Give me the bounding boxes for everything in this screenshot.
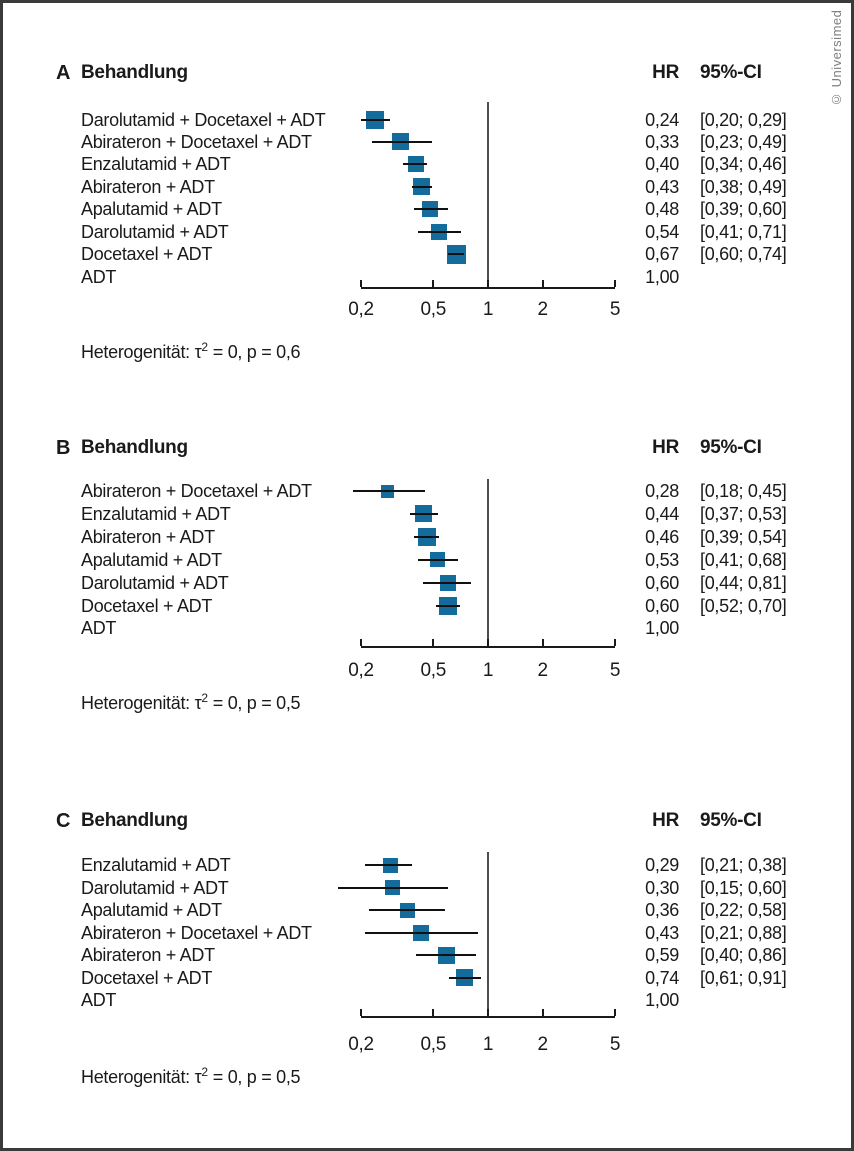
hr-value: 0,43 (645, 922, 679, 943)
x-axis-tick (487, 1009, 489, 1016)
hr-value: 0,29 (645, 855, 679, 875)
treatment-label: Abirateron + ADT (81, 176, 215, 197)
x-axis-tick-label: 5 (609, 299, 621, 320)
x-axis-tick-label: 0,5 (420, 1034, 447, 1055)
confidence-interval-line (365, 864, 412, 866)
treatment-label: Apalutamid + ADT (81, 549, 222, 570)
ci-value: [0,20; 0,29] (700, 109, 787, 130)
ci-value: [0,22; 0,58] (700, 900, 787, 920)
ci-value: [0,39; 0,60] (700, 199, 787, 220)
hr-value: 0,33 (645, 131, 679, 152)
x-axis-tick (614, 1009, 616, 1016)
column-header-treatment: Behandlung (81, 810, 188, 831)
treatment-label: Darolutamid + ADT (81, 877, 229, 898)
ci-value: [0,52; 0,70] (700, 595, 787, 616)
ci-value: [0,37; 0,53] (700, 503, 787, 524)
hr-value: 0,44 (645, 503, 679, 524)
copyright-vertical-text: © Universimed (829, 9, 844, 107)
confidence-interval-line (449, 977, 481, 979)
heterogeneity-note (81, 686, 301, 713)
ci-value: [0,41; 0,68] (700, 549, 787, 570)
treatment-label: Docetaxel + ADT (81, 244, 213, 265)
x-axis-tick (487, 639, 489, 646)
ci-value: [0,61; 0,91] (700, 967, 787, 988)
x-axis-line (361, 646, 615, 648)
x-axis-tick (432, 1009, 434, 1016)
column-header-ci: 95%-CI (700, 62, 762, 83)
x-axis-tick-label: 5 (609, 1034, 621, 1055)
x-axis-tick-label: 1 (482, 1034, 494, 1055)
x-axis-tick-label: 5 (609, 660, 621, 681)
reference-line-hr1 (487, 102, 489, 289)
confidence-interval-line (410, 513, 438, 515)
confidence-interval-line (416, 954, 476, 956)
x-axis-tick-label: 0,2 (348, 1034, 374, 1055)
confidence-interval-line (372, 141, 432, 143)
hr-value: 1,00 (645, 266, 679, 287)
ci-value: [0,39; 0,54] (700, 526, 787, 547)
treatment-label: Enzalutamid + ADT (81, 503, 231, 524)
ci-value: [0,44; 0,81] (700, 572, 787, 593)
confidence-interval-line (353, 490, 425, 492)
confidence-interval-line (361, 119, 390, 121)
treatment-label: Abirateron + Docetaxel + ADT (81, 131, 312, 152)
treatment-label: Abirateron + ADT (81, 526, 215, 547)
x-axis-line (361, 287, 615, 289)
x-axis-line (361, 1016, 615, 1018)
heterogeneity-suffix: = 0, p = 0,6 (208, 342, 301, 362)
reference-line-hr1 (487, 852, 489, 1018)
treatment-label: Abirateron + Docetaxel + ADT (81, 922, 312, 943)
x-axis-tick (360, 280, 362, 287)
confidence-interval-line (418, 559, 458, 561)
x-axis-tick-label: 2 (537, 299, 548, 320)
column-header-treatment: Behandlung (81, 62, 188, 83)
hr-value: 0,28 (645, 481, 679, 501)
hr-value: 0,53 (645, 549, 679, 570)
ci-value: [0,41; 0,71] (700, 221, 787, 242)
confidence-interval-line (418, 231, 461, 233)
hr-value: 0,60 (645, 595, 679, 616)
x-axis-tick (542, 280, 544, 287)
treatment-label: Abirateron + Docetaxel + ADT (81, 481, 312, 501)
heterogeneity-note (81, 1060, 301, 1087)
heterogeneity-prefix: Heterogenität: τ (81, 342, 202, 362)
hr-value: 1,00 (645, 618, 679, 639)
x-axis-tick-label: 0,5 (420, 299, 447, 320)
ci-value: [0,34; 0,46] (700, 154, 787, 175)
x-axis-tick-label: 2 (537, 1034, 548, 1055)
heterogeneity-superscript: 2 (201, 340, 209, 354)
x-axis-tick (432, 280, 434, 287)
hr-value: 0,67 (645, 244, 679, 265)
heterogeneity-prefix: Heterogenität: τ (81, 693, 202, 713)
ci-value: [0,60; 0,74] (700, 244, 787, 265)
column-header-hr: HR (652, 437, 679, 458)
hr-value: 0,60 (645, 572, 679, 593)
x-axis-tick (487, 280, 489, 287)
hr-value: 0,36 (645, 900, 679, 920)
hr-value: 0,24 (645, 109, 679, 130)
confidence-interval-line (436, 605, 459, 607)
confidence-interval-line (448, 253, 465, 255)
x-axis-tick-label: 1 (482, 299, 494, 320)
heterogeneity-superscript: 2 (201, 691, 209, 705)
x-axis-tick-label: 0,2 (348, 660, 374, 681)
x-axis-tick (432, 639, 434, 646)
heterogeneity-suffix: = 0, p = 0,5 (208, 1067, 301, 1087)
heterogeneity-superscript: 2 (201, 1065, 209, 1079)
hr-value: 0,46 (645, 526, 679, 547)
confidence-interval-line (414, 208, 448, 210)
confidence-interval-line (412, 186, 432, 188)
confidence-interval-line (423, 582, 471, 584)
treatment-label: Apalutamid + ADT (81, 199, 222, 220)
x-axis-tick (542, 1009, 544, 1016)
heterogeneity-note (81, 335, 301, 362)
hr-value: 0,74 (645, 967, 679, 988)
treatment-label: Docetaxel + ADT (81, 595, 213, 616)
ci-value: [0,23; 0,49] (700, 131, 787, 152)
heterogeneity-suffix: = 0, p = 0,5 (208, 693, 301, 713)
confidence-interval-line (369, 909, 445, 911)
ci-value: [0,38; 0,49] (700, 176, 787, 197)
treatment-label: ADT (81, 266, 117, 287)
treatment-label: Enzalutamid + ADT (81, 855, 231, 875)
column-header-ci: 95%-CI (700, 810, 762, 831)
panel-letter: C (56, 810, 71, 832)
treatment-label: Darolutamid + ADT (81, 572, 229, 593)
column-header-ci: 95%-CI (700, 437, 762, 458)
treatment-label: Apalutamid + ADT (81, 900, 222, 920)
confidence-interval-line (403, 163, 427, 165)
treatment-label: Darolutamid + ADT (81, 221, 229, 242)
hr-value: 0,54 (645, 221, 679, 242)
x-axis-tick-label: 0,5 (420, 660, 447, 681)
x-axis-tick-label: 2 (537, 660, 548, 681)
confidence-interval-line (414, 536, 440, 538)
ci-value: [0,21; 0,38] (700, 855, 787, 875)
x-axis-tick-label: 1 (482, 660, 494, 681)
treatment-label: Abirateron + ADT (81, 945, 215, 965)
confidence-interval-line (365, 932, 478, 934)
x-axis-tick (542, 639, 544, 646)
x-axis-tick-label: 0,2 (348, 299, 374, 320)
hr-value: 0,48 (645, 199, 679, 220)
hr-value: 0,43 (645, 176, 679, 197)
confidence-interval-line (338, 887, 447, 889)
column-header-treatment: Behandlung (81, 437, 188, 458)
panel-letter: A (56, 62, 71, 84)
x-axis-tick (360, 639, 362, 646)
hr-value: 1,00 (645, 990, 679, 1010)
ci-value: [0,15; 0,60] (700, 877, 787, 898)
treatment-label: Enzalutamid + ADT (81, 154, 231, 175)
x-axis-tick (614, 639, 616, 646)
hr-value: 0,30 (645, 877, 679, 898)
x-axis-tick (614, 280, 616, 287)
column-header-hr: HR (652, 810, 679, 831)
ci-value: [0,21; 0,88] (700, 922, 787, 943)
treatment-label: ADT (81, 990, 117, 1010)
heterogeneity-prefix: Heterogenität: τ (81, 1067, 202, 1087)
column-header-hr: HR (652, 62, 679, 83)
treatment-label: ADT (81, 618, 117, 639)
ci-value: [0,40; 0,86] (700, 945, 787, 965)
hr-value: 0,59 (645, 945, 679, 965)
hr-value: 0,40 (645, 154, 679, 175)
ci-value: [0,18; 0,45] (700, 481, 787, 501)
treatment-label: Darolutamid + Docetaxel + ADT (81, 109, 326, 130)
reference-line-hr1 (487, 479, 489, 648)
treatment-label: Docetaxel + ADT (81, 967, 213, 988)
x-axis-tick (360, 1009, 362, 1016)
panel-letter: B (56, 437, 71, 459)
